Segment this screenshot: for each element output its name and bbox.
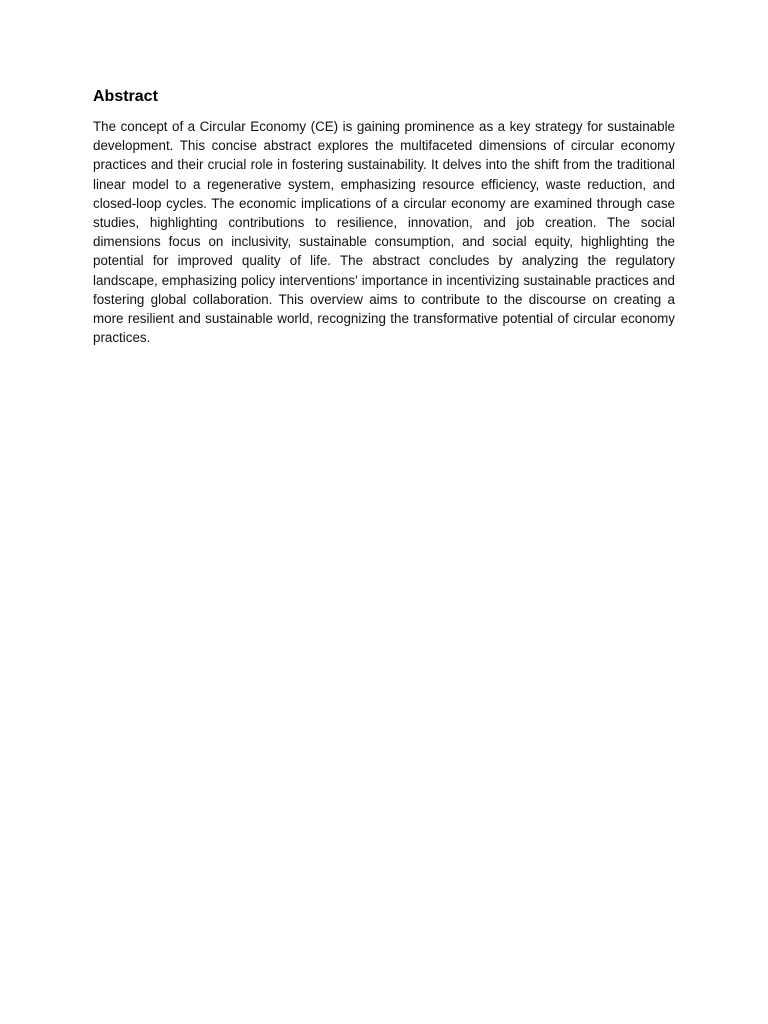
abstract-paragraph: The concept of a Circular Economy (CE) is gaining prominence as a key strategy for sustainable development. This concise abstract explores the multifaceted dimensions of circular economy practices and their crucial role in fostering sustainability. It delves into the shift from the traditional linear model to a regenerative system, emphasizing resource efficiency, waste reduction, and closed-loop cycles. The economic implications of a circular economy are examined through case studies, highlighting contributions to resilience, innovation, and job creation. The social dimensions focus on inclusivity, sustainable consumption, and social equity, highlighting the potential for improved quality of life. The abstract concludes by analyzing the regulatory landscape, emphasizing policy interventions' importance in incentivizing sustainable practices and fostering global collaboration. This overview aims to contribute to the discourse on creating a more resilient and sustainable world, recognizing the transformative potential of circular economy practices.: [93, 119, 675, 346]
abstract-heading: Abstract: [93, 88, 158, 105]
abstract-section: [93, 86, 675, 347]
